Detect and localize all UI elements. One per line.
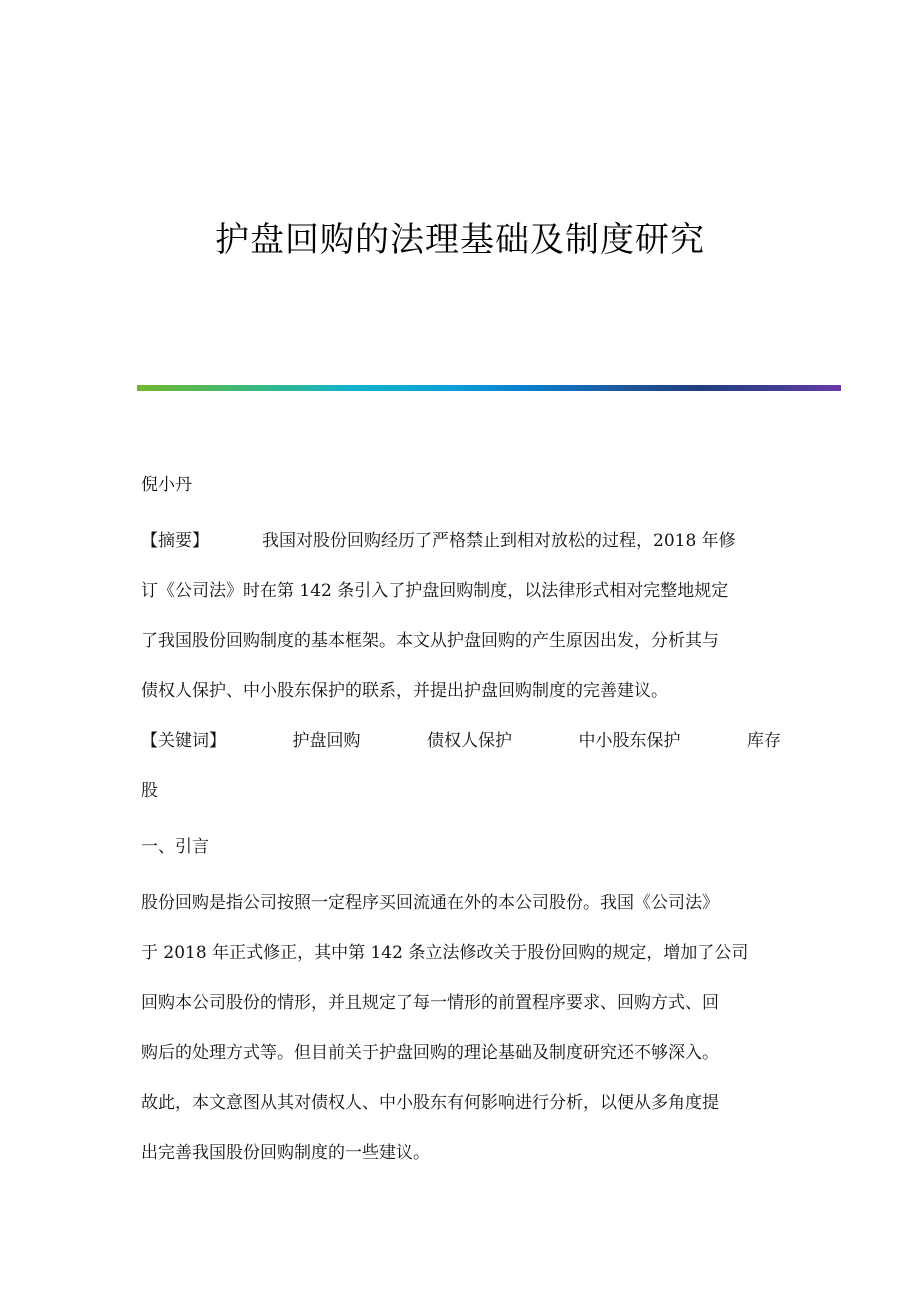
keywords-line xyxy=(141,716,781,766)
keyword-item: 库存 xyxy=(747,731,781,751)
abstract-line-1 xyxy=(141,516,781,566)
gradient-divider xyxy=(137,385,841,391)
keyword-item: 护盘回购 xyxy=(292,731,361,751)
intro-line: 购后的处理方式等。但目前关于护盘回购的理论基础及制度研究还不够深入。 xyxy=(141,1043,719,1063)
abstract-line-4: 债权人保护、中小股东保护的联系，并提出护盘回购制度的完善建议。 xyxy=(141,681,668,701)
keywords-continuation: 股 xyxy=(141,781,158,801)
abstract-line-2: 订《公司法》时在第 142 条引入了护盘回购制度，以法律形式相对完整地规定 xyxy=(141,581,729,601)
author-name: 倪小丹 xyxy=(141,475,192,495)
intro-paragraph xyxy=(141,878,781,1178)
keywords-label: 【关键词】 xyxy=(141,731,226,751)
intro-line: 出完善我国股份回购制度的一些建议。 xyxy=(141,1143,430,1163)
intro-line: 于 2018 年正式修正，其中第 142 条立法修改关于股份回购的规定，增加了公司 xyxy=(141,943,749,963)
document-body xyxy=(141,460,781,1178)
keyword-item: 中小股东保护 xyxy=(578,731,681,751)
document-title: 护盘回购的法理基础及制度研究 xyxy=(215,220,705,260)
abstract-text-1: 我国对股份回购经历了严格禁止到相对放松的过程，2018 年修 xyxy=(262,531,736,551)
section-heading: 一、引言 xyxy=(141,837,209,857)
abstract-section xyxy=(141,516,781,716)
keyword-item: 债权人保护 xyxy=(427,731,512,751)
intro-line: 故此，本文意图从其对债权人、中小股东有何影响进行分析，以便从多角度提 xyxy=(141,1093,719,1113)
abstract-line-3: 了我国股份回购制度的基本框架。本文从护盘回购的产生原因出发，分析其与 xyxy=(141,631,719,651)
intro-line: 股份回购是指公司按照一定程序买回流通在外的本公司股份。我国《公司法》 xyxy=(141,893,719,913)
abstract-label: 【摘要】 xyxy=(141,531,209,551)
intro-line: 回购本公司股份的情形，并且规定了每一情形的前置程序要求、回购方式、回 xyxy=(141,993,719,1013)
